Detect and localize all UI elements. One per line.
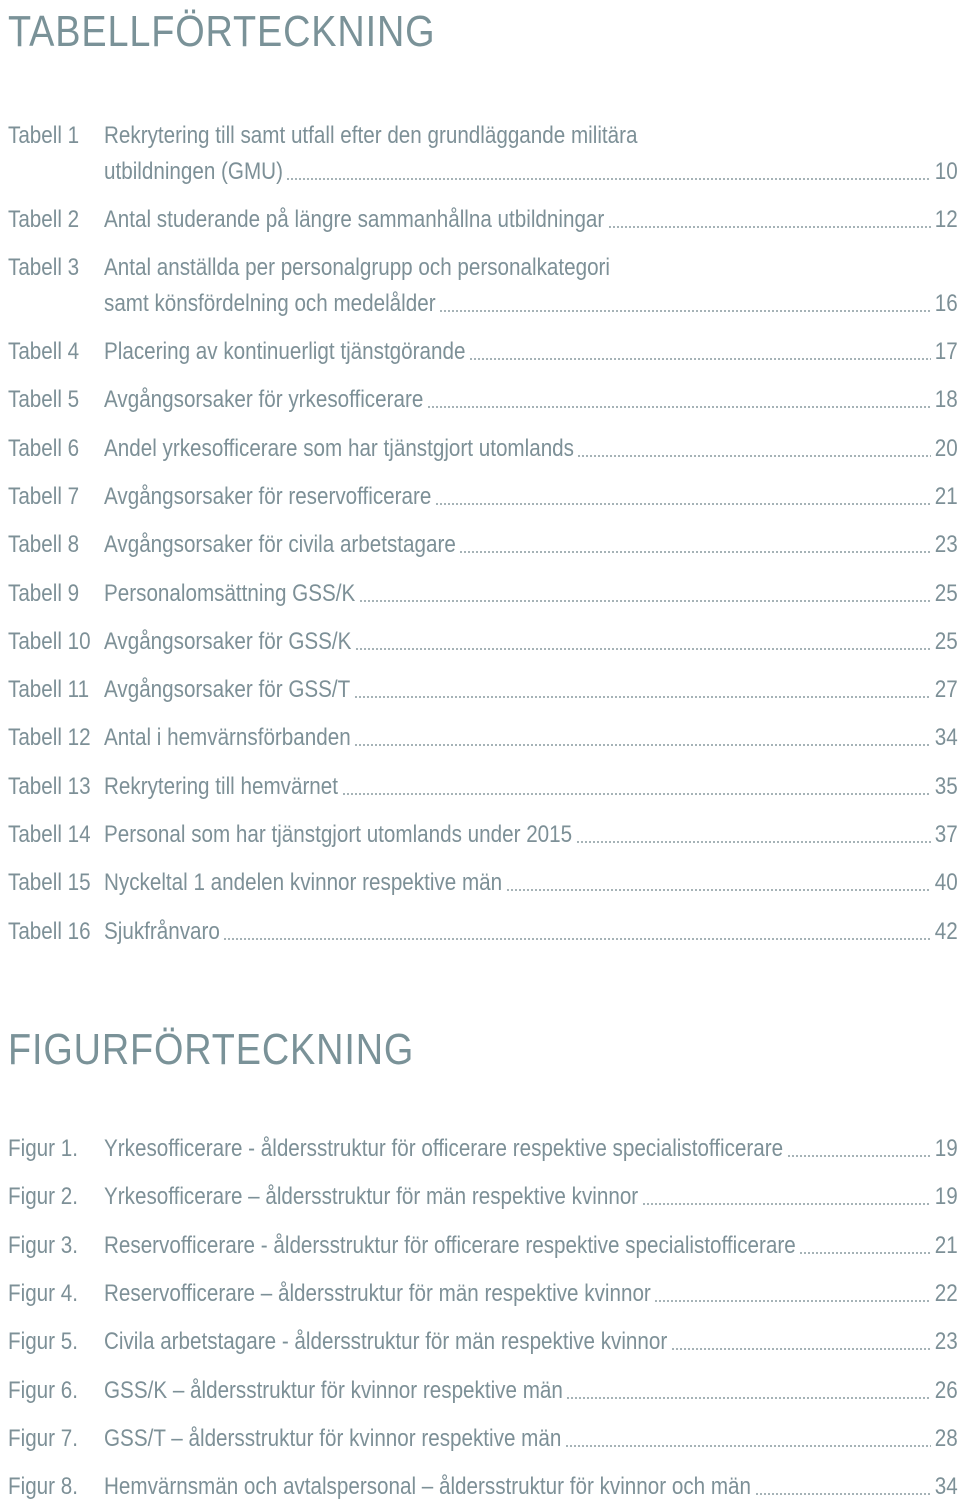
toc-entry[interactable] xyxy=(8,1274,960,1314)
leader-dots xyxy=(799,1252,931,1254)
entry-page-number: 26 xyxy=(935,1377,958,1404)
entry-title-line xyxy=(104,1274,960,1314)
entry-number: Tabell 9 xyxy=(8,580,80,607)
toc-entry[interactable] xyxy=(8,525,960,565)
entry-title-line xyxy=(104,116,960,156)
toc-entry[interactable] xyxy=(8,248,960,324)
entry-title-line xyxy=(104,767,960,807)
entry-page-number: 23 xyxy=(935,1328,958,1355)
toc-entry[interactable] xyxy=(8,332,960,372)
entry-title-line xyxy=(104,1226,960,1266)
toc-entry[interactable] xyxy=(8,815,960,855)
entry-page-number: 18 xyxy=(935,386,958,413)
leader-dots xyxy=(566,1397,931,1399)
entry-number: Tabell 10 xyxy=(8,628,91,655)
entry-page-number: 20 xyxy=(935,435,958,462)
toc-entry[interactable] xyxy=(8,912,960,952)
entry-number: Tabell 2 xyxy=(8,206,80,233)
toc-entry[interactable] xyxy=(8,200,960,240)
entry-title-line xyxy=(104,912,960,952)
entry-title: Rekrytering till hemvärnet xyxy=(104,773,339,800)
entry-page-number: 27 xyxy=(935,676,958,703)
entry-title: Rekrytering till samt utfall efter den grundläggande militära xyxy=(104,122,638,149)
toc-entry[interactable] xyxy=(8,1226,960,1266)
entry-title-line xyxy=(104,863,960,903)
entry-title: Avgångsorsaker för GSS/T xyxy=(104,676,351,703)
entry-title-line xyxy=(104,332,960,372)
entry-number: Tabell 7 xyxy=(8,483,80,510)
entry-title-line xyxy=(104,1467,960,1507)
entry-title-line xyxy=(104,429,960,469)
leader-dots xyxy=(342,793,931,795)
toc-entry[interactable] xyxy=(8,1371,960,1411)
entry-number: Figur 4. xyxy=(8,1280,78,1307)
leader-dots xyxy=(286,178,931,180)
entry-title-line xyxy=(104,574,960,614)
entry-title-line xyxy=(104,380,960,420)
entry-title-continued: samt könsfördelning och medelålder xyxy=(104,290,436,317)
entry-page-number: 40 xyxy=(935,869,958,896)
toc-entry[interactable] xyxy=(8,429,960,469)
entry-page-number: 28 xyxy=(935,1425,958,1452)
entry-number: Figur 3. xyxy=(8,1232,78,1259)
entry-title: Avgångsorsaker för yrkesofficerare xyxy=(104,386,424,413)
entry-title: Reservofficerare - åldersstruktur för officerare respektive specialistofficerare xyxy=(104,1232,796,1259)
leader-dots xyxy=(755,1493,931,1495)
entry-page-number: 23 xyxy=(935,531,958,558)
entry-title: Yrkesofficerare - åldersstruktur för officerare respektive specialistofficerare xyxy=(104,1135,784,1162)
leader-dots xyxy=(577,455,931,457)
entry-number: Tabell 8 xyxy=(8,531,80,558)
entry-page-number: 21 xyxy=(935,1232,958,1259)
entry-title: Reservofficerare – åldersstruktur för män respektive kvinnor xyxy=(104,1280,651,1307)
entry-number: Figur 7. xyxy=(8,1425,78,1452)
entry-page-number: 10 xyxy=(935,158,958,185)
leader-dots xyxy=(354,696,931,698)
toc-entry[interactable] xyxy=(8,574,960,614)
entry-title-continued: utbildningen (GMU) xyxy=(104,158,283,185)
entry-title-line xyxy=(104,622,960,662)
toc-entry[interactable] xyxy=(8,1419,960,1459)
toc-entry[interactable] xyxy=(8,670,960,710)
leader-dots xyxy=(565,1445,931,1447)
entry-number: Tabell 15 xyxy=(8,869,91,896)
entry-page-number: 21 xyxy=(935,483,958,510)
entry-number: Tabell 3 xyxy=(8,254,80,281)
entry-page-number: 16 xyxy=(935,290,958,317)
entry-number: Tabell 11 xyxy=(8,676,90,703)
entry-title: Nyckeltal 1 andelen kvinnor respektive män xyxy=(104,869,503,896)
leader-dots xyxy=(359,600,931,602)
leader-dots xyxy=(354,744,931,746)
leader-dots xyxy=(435,503,931,505)
entry-page-number: 17 xyxy=(935,338,958,365)
entry-number: Tabell 12 xyxy=(8,724,91,751)
entry-number: Tabell 6 xyxy=(8,435,80,462)
entry-page-number: 19 xyxy=(935,1183,958,1210)
toc-entry[interactable] xyxy=(8,477,960,517)
entry-number: Figur 1. xyxy=(8,1135,78,1162)
entry-title: Sjukfrånvaro xyxy=(104,918,220,945)
entry-page-number: 37 xyxy=(935,821,958,848)
entry-page-number: 25 xyxy=(935,580,958,607)
entry-title-line xyxy=(104,1129,960,1169)
entry-title: Andel yrkesofficerare som har tjänstgjort utomlands xyxy=(104,435,574,462)
entry-title: Hemvärnsmän och avtalspersonal – åldersstruktur för kvinnor och män xyxy=(104,1473,752,1500)
leader-dots xyxy=(671,1348,931,1350)
entry-page-number: 25 xyxy=(935,628,958,655)
entry-title-line xyxy=(104,248,960,288)
toc-entry[interactable] xyxy=(8,1129,960,1169)
leader-dots xyxy=(223,938,931,940)
toc-entry[interactable] xyxy=(8,718,960,758)
leader-dots xyxy=(439,310,931,312)
entry-page-number: 42 xyxy=(935,918,958,945)
entry-title: Placering av kontinuerligt tjänstgörande xyxy=(104,338,466,365)
leader-dots xyxy=(469,358,931,360)
entry-page-number: 35 xyxy=(935,773,958,800)
entry-title-line xyxy=(104,525,960,565)
entry-number: Figur 6. xyxy=(8,1377,78,1404)
entry-title: Personalomsättning GSS/K xyxy=(104,580,356,607)
toc-entry[interactable] xyxy=(8,1177,960,1217)
entry-page-number: 22 xyxy=(935,1280,958,1307)
entry-title: Avgångsorsaker för reservofficerare xyxy=(104,483,432,510)
leader-dots xyxy=(459,551,931,553)
entry-title-line xyxy=(104,1322,960,1362)
entry-page-number: 34 xyxy=(935,1473,958,1500)
toc-entry[interactable] xyxy=(8,1467,960,1507)
leader-dots xyxy=(427,406,931,408)
toc-entry[interactable] xyxy=(8,116,960,192)
leader-dots xyxy=(642,1203,931,1205)
entry-number: Tabell 14 xyxy=(8,821,91,848)
entry-number: Tabell 5 xyxy=(8,386,80,413)
entry-title: GSS/T – åldersstruktur för kvinnor respektive män xyxy=(104,1425,562,1452)
entry-title-line xyxy=(104,815,960,855)
entry-page-number: 19 xyxy=(935,1135,958,1162)
entry-title: Antal studerande på längre sammanhållna utbildningar xyxy=(104,206,605,233)
entry-title-line xyxy=(104,477,960,517)
entry-title-line xyxy=(104,670,960,710)
entry-title: Avgångsorsaker för civila arbetstagare xyxy=(104,531,456,558)
leader-dots xyxy=(355,648,931,650)
leader-dots xyxy=(654,1300,931,1302)
entry-title: GSS/K – åldersstruktur för kvinnor respektive män xyxy=(104,1377,563,1404)
entry-title-line xyxy=(104,1177,960,1217)
entry-number: Figur 5. xyxy=(8,1328,78,1355)
entry-title: Personal som har tjänstgjort utomlands under 2015 xyxy=(104,821,573,848)
entry-title-line xyxy=(104,1419,960,1459)
entry-title: Avgångsorsaker för GSS/K xyxy=(104,628,352,655)
leader-dots xyxy=(608,226,931,228)
entry-title: Civila arbetstagare - åldersstruktur för män respektive kvinnor xyxy=(104,1328,668,1355)
entry-title: Antal anställda per personalgrupp och personalkategori xyxy=(104,254,611,281)
entry-title-line xyxy=(104,152,960,192)
toc-entry[interactable] xyxy=(8,863,960,903)
entry-number: Tabell 13 xyxy=(8,773,91,800)
entry-number: Tabell 4 xyxy=(8,338,80,365)
leader-dots xyxy=(506,889,931,891)
entry-page-number: 12 xyxy=(935,206,958,233)
leader-dots xyxy=(787,1155,931,1157)
toc-entry[interactable] xyxy=(8,767,960,807)
entry-title: Yrkesofficerare – åldersstruktur för män respektive kvinnor xyxy=(104,1183,639,1210)
entry-page-number: 34 xyxy=(935,724,958,751)
entry-number: Tabell 16 xyxy=(8,918,91,945)
entry-title: Antal i hemvärnsförbanden xyxy=(104,724,351,751)
entry-number: Figur 2. xyxy=(8,1183,78,1210)
entry-title-line xyxy=(104,284,960,324)
toc-entry[interactable] xyxy=(8,622,960,662)
entry-number: Figur 8. xyxy=(8,1473,78,1500)
toc-entry[interactable] xyxy=(8,1322,960,1362)
table-list-heading: TABELLFÖRTECKNING xyxy=(8,7,436,56)
entry-number: Tabell 1 xyxy=(8,122,80,149)
entry-title-line xyxy=(104,1371,960,1411)
toc-entry[interactable] xyxy=(8,380,960,420)
entry-title-line xyxy=(104,200,960,240)
leader-dots xyxy=(576,841,931,843)
entry-title-line xyxy=(104,718,960,758)
figure-list-heading: FIGURFÖRTECKNING xyxy=(8,1025,415,1074)
